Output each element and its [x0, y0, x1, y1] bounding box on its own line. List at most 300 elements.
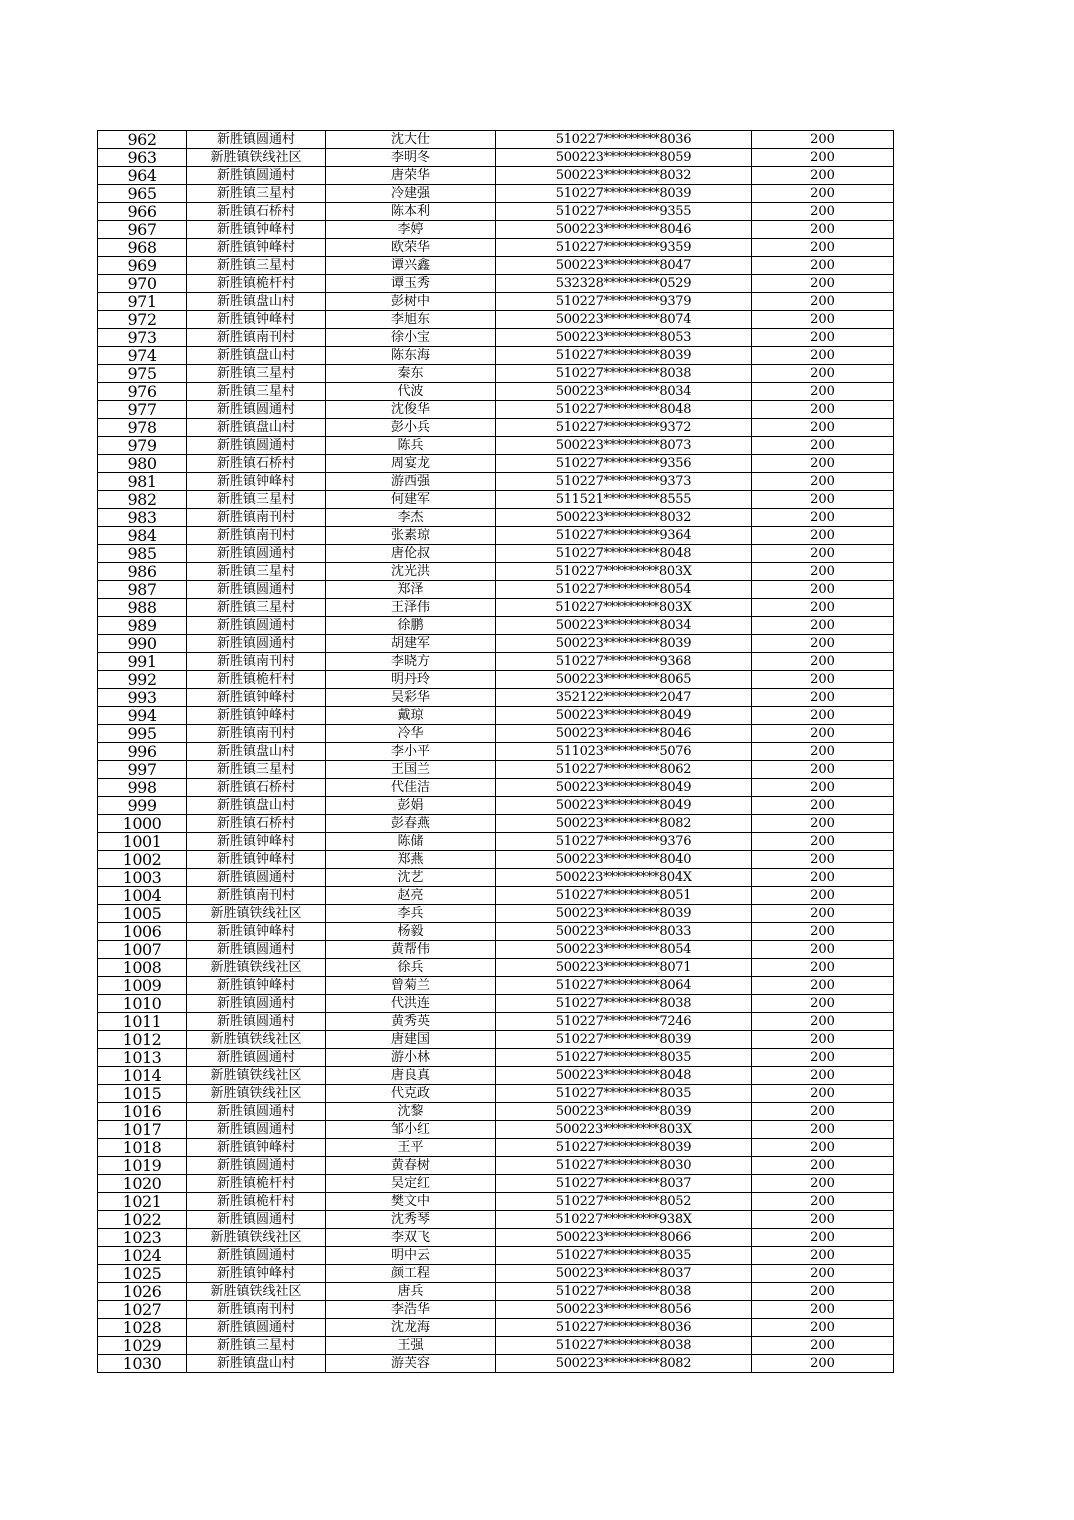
name-cell: 代佳洁 — [326, 779, 496, 797]
name-cell: 王平 — [326, 1139, 496, 1157]
table-row — [98, 599, 894, 617]
amount-cell: 200 — [752, 329, 894, 347]
row-number-cell: 1002 — [98, 851, 187, 869]
row-number-cell: 1018 — [98, 1139, 187, 1157]
name-cell: 李明冬 — [326, 149, 496, 167]
amount-cell: 200 — [752, 185, 894, 203]
id-number-cell: 500223*********8049 — [496, 707, 752, 725]
name-cell: 曾菊兰 — [326, 977, 496, 995]
amount-cell: 200 — [752, 545, 894, 563]
table-row — [98, 1157, 894, 1175]
id-number-cell: 510227*********9364 — [496, 527, 752, 545]
id-number-cell: 500223*********8053 — [496, 329, 752, 347]
village-cell: 新胜镇钟峰村 — [187, 689, 326, 707]
id-number-cell: 510227*********803X — [496, 599, 752, 617]
name-cell: 戴琼 — [326, 707, 496, 725]
table-row — [98, 1211, 894, 1229]
id-number-cell: 510227*********8035 — [496, 1247, 752, 1265]
row-number-cell: 969 — [98, 257, 187, 275]
amount-cell: 200 — [752, 311, 894, 329]
id-number-cell: 500223*********8033 — [496, 923, 752, 941]
amount-cell: 200 — [752, 581, 894, 599]
row-number-cell: 1030 — [98, 1355, 187, 1373]
row-number-cell: 980 — [98, 455, 187, 473]
name-cell: 沈黎 — [326, 1103, 496, 1121]
amount-cell: 200 — [752, 455, 894, 473]
row-number-cell: 963 — [98, 149, 187, 167]
name-cell: 王国兰 — [326, 761, 496, 779]
amount-cell: 200 — [752, 653, 894, 671]
table-row — [98, 203, 894, 221]
row-number-cell: 994 — [98, 707, 187, 725]
amount-cell: 200 — [752, 923, 894, 941]
name-cell: 黄秀英 — [326, 1013, 496, 1031]
village-cell: 新胜镇三星村 — [187, 365, 326, 383]
name-cell: 何建军 — [326, 491, 496, 509]
name-cell: 游小林 — [326, 1049, 496, 1067]
row-number-cell: 1010 — [98, 995, 187, 1013]
name-cell: 陈本利 — [326, 203, 496, 221]
table-row — [98, 1319, 894, 1337]
village-cell: 新胜镇铁线社区 — [187, 1283, 326, 1301]
village-cell: 新胜镇钟峰村 — [187, 473, 326, 491]
row-number-cell: 1016 — [98, 1103, 187, 1121]
id-number-cell: 510227*********8039 — [496, 1031, 752, 1049]
row-number-cell: 1029 — [98, 1337, 187, 1355]
table-row — [98, 671, 894, 689]
id-number-cell: 500223*********8071 — [496, 959, 752, 977]
name-cell: 代克政 — [326, 1085, 496, 1103]
amount-cell: 200 — [752, 347, 894, 365]
amount-cell: 200 — [752, 887, 894, 905]
id-number-cell: 500223*********8066 — [496, 1229, 752, 1247]
name-cell: 冷建强 — [326, 185, 496, 203]
village-cell: 新胜镇铁线社区 — [187, 149, 326, 167]
row-number-cell: 1008 — [98, 959, 187, 977]
id-number-cell: 500223*********8046 — [496, 221, 752, 239]
id-number-cell: 510227*********8036 — [496, 131, 752, 149]
village-cell: 新胜镇圆通村 — [187, 545, 326, 563]
name-cell: 郑燕 — [326, 851, 496, 869]
amount-cell: 200 — [752, 473, 894, 491]
row-number-cell: 972 — [98, 311, 187, 329]
table-row — [98, 869, 894, 887]
village-cell: 新胜镇南刊村 — [187, 527, 326, 545]
id-number-cell: 510227*********8037 — [496, 1175, 752, 1193]
table-row — [98, 185, 894, 203]
name-cell: 明丹玲 — [326, 671, 496, 689]
id-number-cell: 500223*********8049 — [496, 797, 752, 815]
id-number-cell: 500223*********8039 — [496, 905, 752, 923]
village-cell: 新胜镇圆通村 — [187, 941, 326, 959]
row-number-cell: 966 — [98, 203, 187, 221]
id-number-cell: 500223*********8034 — [496, 383, 752, 401]
table-row — [98, 941, 894, 959]
id-number-cell: 510227*********8051 — [496, 887, 752, 905]
row-number-cell: 974 — [98, 347, 187, 365]
village-cell: 新胜镇盘山村 — [187, 419, 326, 437]
village-cell: 新胜镇三星村 — [187, 599, 326, 617]
name-cell: 沈大仕 — [326, 131, 496, 149]
village-cell: 新胜镇盘山村 — [187, 293, 326, 311]
amount-cell: 200 — [752, 977, 894, 995]
amount-cell: 200 — [752, 365, 894, 383]
village-cell: 新胜镇圆通村 — [187, 635, 326, 653]
name-cell: 李婷 — [326, 221, 496, 239]
amount-cell: 200 — [752, 149, 894, 167]
village-cell: 新胜镇三星村 — [187, 491, 326, 509]
name-cell: 谭玉秀 — [326, 275, 496, 293]
amount-cell: 200 — [752, 689, 894, 707]
row-number-cell: 1012 — [98, 1031, 187, 1049]
row-number-cell: 965 — [98, 185, 187, 203]
village-cell: 新胜镇圆通村 — [187, 1247, 326, 1265]
table-row — [98, 1085, 894, 1103]
row-number-cell: 1024 — [98, 1247, 187, 1265]
table-row — [98, 851, 894, 869]
table-row — [98, 365, 894, 383]
name-cell: 李杰 — [326, 509, 496, 527]
amount-cell: 200 — [752, 761, 894, 779]
id-number-cell: 510227*********8039 — [496, 347, 752, 365]
table-row — [98, 1283, 894, 1301]
id-number-cell: 510227*********8039 — [496, 1139, 752, 1157]
amount-cell: 200 — [752, 1175, 894, 1193]
village-cell: 新胜镇圆通村 — [187, 581, 326, 599]
id-number-cell: 500223*********8059 — [496, 149, 752, 167]
table-row — [98, 491, 894, 509]
row-number-cell: 1011 — [98, 1013, 187, 1031]
name-cell: 沈龙海 — [326, 1319, 496, 1337]
row-number-cell: 985 — [98, 545, 187, 563]
name-cell: 李双飞 — [326, 1229, 496, 1247]
amount-cell: 200 — [752, 1193, 894, 1211]
village-cell: 新胜镇圆通村 — [187, 1157, 326, 1175]
row-number-cell: 993 — [98, 689, 187, 707]
amount-cell: 200 — [752, 1067, 894, 1085]
id-number-cell: 500223*********8056 — [496, 1301, 752, 1319]
name-cell: 代波 — [326, 383, 496, 401]
id-number-cell: 500223*********8048 — [496, 1067, 752, 1085]
village-cell: 新胜镇南刊村 — [187, 653, 326, 671]
name-cell: 唐建国 — [326, 1031, 496, 1049]
name-cell: 李兵 — [326, 905, 496, 923]
id-number-cell: 510227*********8036 — [496, 1319, 752, 1337]
amount-cell: 200 — [752, 419, 894, 437]
name-cell: 王泽伟 — [326, 599, 496, 617]
id-number-cell: 510227*********9376 — [496, 833, 752, 851]
row-number-cell: 967 — [98, 221, 187, 239]
row-number-cell: 1017 — [98, 1121, 187, 1139]
table-row — [98, 293, 894, 311]
table-row — [98, 995, 894, 1013]
amount-cell: 200 — [752, 437, 894, 455]
table-row — [98, 1121, 894, 1139]
name-cell: 彭春燕 — [326, 815, 496, 833]
table-row — [98, 257, 894, 275]
row-number-cell: 984 — [98, 527, 187, 545]
table-row — [98, 635, 894, 653]
row-number-cell: 1015 — [98, 1085, 187, 1103]
table-row — [98, 689, 894, 707]
table-row — [98, 1355, 894, 1373]
table-body — [98, 131, 894, 1373]
table-row — [98, 833, 894, 851]
village-cell: 新胜镇钟峰村 — [187, 977, 326, 995]
table-row — [98, 617, 894, 635]
row-number-cell: 983 — [98, 509, 187, 527]
name-cell: 彭娟 — [326, 797, 496, 815]
table-row — [98, 1247, 894, 1265]
village-cell: 新胜镇三星村 — [187, 761, 326, 779]
table-row — [98, 1067, 894, 1085]
table-row — [98, 1229, 894, 1247]
table-row — [98, 1049, 894, 1067]
amount-cell: 200 — [752, 1157, 894, 1175]
amount-cell: 200 — [752, 1103, 894, 1121]
name-cell: 杨毅 — [326, 923, 496, 941]
id-number-cell: 510227*********8048 — [496, 545, 752, 563]
amount-cell: 200 — [752, 1283, 894, 1301]
id-number-cell: 500223*********803X — [496, 1121, 752, 1139]
id-number-cell: 510227*********9356 — [496, 455, 752, 473]
village-cell: 新胜镇石桥村 — [187, 203, 326, 221]
amount-cell: 200 — [752, 293, 894, 311]
table-row — [98, 545, 894, 563]
id-number-cell: 500223*********8047 — [496, 257, 752, 275]
village-cell: 新胜镇圆通村 — [187, 1211, 326, 1229]
id-number-cell: 500223*********8037 — [496, 1265, 752, 1283]
table-row — [98, 923, 894, 941]
amount-cell: 200 — [752, 635, 894, 653]
name-cell: 李晓方 — [326, 653, 496, 671]
name-cell: 游芙容 — [326, 1355, 496, 1373]
id-number-cell: 510227*********8052 — [496, 1193, 752, 1211]
row-number-cell: 991 — [98, 653, 187, 671]
village-cell: 新胜镇南刊村 — [187, 725, 326, 743]
village-cell: 新胜镇三星村 — [187, 257, 326, 275]
id-number-cell: 500223*********8032 — [496, 167, 752, 185]
amount-cell: 200 — [752, 221, 894, 239]
village-cell: 新胜镇铁线社区 — [187, 1085, 326, 1103]
amount-cell: 200 — [752, 833, 894, 851]
table-row — [98, 1193, 894, 1211]
row-number-cell: 1000 — [98, 815, 187, 833]
village-cell: 新胜镇盘山村 — [187, 1355, 326, 1373]
row-number-cell: 975 — [98, 365, 187, 383]
name-cell: 唐兵 — [326, 1283, 496, 1301]
name-cell: 李旭东 — [326, 311, 496, 329]
table-row — [98, 131, 894, 149]
id-number-cell: 510227*********7246 — [496, 1013, 752, 1031]
village-cell: 新胜镇钟峰村 — [187, 1139, 326, 1157]
row-number-cell: 978 — [98, 419, 187, 437]
row-number-cell: 1026 — [98, 1283, 187, 1301]
table-row — [98, 1031, 894, 1049]
village-cell: 新胜镇铁线社区 — [187, 905, 326, 923]
row-number-cell: 1004 — [98, 887, 187, 905]
row-number-cell: 986 — [98, 563, 187, 581]
village-cell: 新胜镇圆通村 — [187, 1049, 326, 1067]
table-row — [98, 311, 894, 329]
name-cell: 明中云 — [326, 1247, 496, 1265]
table-row — [98, 797, 894, 815]
table-row — [98, 473, 894, 491]
village-cell: 新胜镇圆通村 — [187, 131, 326, 149]
id-number-cell: 510227*********8064 — [496, 977, 752, 995]
table-row — [98, 401, 894, 419]
row-number-cell: 971 — [98, 293, 187, 311]
name-cell: 彭树中 — [326, 293, 496, 311]
table-row — [98, 743, 894, 761]
id-number-cell: 510227*********8048 — [496, 401, 752, 419]
row-number-cell: 1001 — [98, 833, 187, 851]
amount-cell: 200 — [752, 941, 894, 959]
row-number-cell: 976 — [98, 383, 187, 401]
table-row — [98, 419, 894, 437]
village-cell: 新胜镇钟峰村 — [187, 311, 326, 329]
name-cell: 黄帮伟 — [326, 941, 496, 959]
table-row — [98, 1013, 894, 1031]
row-number-cell: 982 — [98, 491, 187, 509]
row-number-cell: 979 — [98, 437, 187, 455]
name-cell: 陈储 — [326, 833, 496, 851]
name-cell: 李浩华 — [326, 1301, 496, 1319]
id-number-cell: 352122*********2047 — [496, 689, 752, 707]
row-number-cell: 1014 — [98, 1067, 187, 1085]
id-number-cell: 510227*********8038 — [496, 365, 752, 383]
table-row — [98, 239, 894, 257]
row-number-cell: 1027 — [98, 1301, 187, 1319]
amount-cell: 200 — [752, 743, 894, 761]
table-row — [98, 329, 894, 347]
name-cell: 代洪连 — [326, 995, 496, 1013]
village-cell: 新胜镇南刊村 — [187, 329, 326, 347]
amount-cell: 200 — [752, 1319, 894, 1337]
amount-cell: 200 — [752, 1049, 894, 1067]
name-cell: 游西强 — [326, 473, 496, 491]
amount-cell: 200 — [752, 959, 894, 977]
table-row — [98, 887, 894, 905]
amount-cell: 200 — [752, 527, 894, 545]
table-row — [98, 1175, 894, 1193]
amount-cell: 200 — [752, 725, 894, 743]
name-cell: 徐兵 — [326, 959, 496, 977]
id-number-cell: 500223*********8039 — [496, 635, 752, 653]
amount-cell: 200 — [752, 239, 894, 257]
amount-cell: 200 — [752, 905, 894, 923]
id-number-cell: 510227*********8035 — [496, 1085, 752, 1103]
amount-cell: 200 — [752, 203, 894, 221]
amount-cell: 200 — [752, 275, 894, 293]
village-cell: 新胜镇盘山村 — [187, 743, 326, 761]
village-cell: 新胜镇石桥村 — [187, 779, 326, 797]
village-cell: 新胜镇桅杆村 — [187, 275, 326, 293]
name-cell: 邹小红 — [326, 1121, 496, 1139]
table-row — [98, 527, 894, 545]
amount-cell: 200 — [752, 671, 894, 689]
table-row — [98, 563, 894, 581]
village-cell: 新胜镇圆通村 — [187, 1103, 326, 1121]
table-row — [98, 779, 894, 797]
amount-cell: 200 — [752, 509, 894, 527]
id-number-cell: 510227*********8039 — [496, 185, 752, 203]
village-cell: 新胜镇铁线社区 — [187, 959, 326, 977]
village-cell: 新胜镇铁线社区 — [187, 1229, 326, 1247]
amount-cell: 200 — [752, 491, 894, 509]
row-number-cell: 1005 — [98, 905, 187, 923]
table-row — [98, 1337, 894, 1355]
amount-cell: 200 — [752, 797, 894, 815]
name-cell: 欧荣华 — [326, 239, 496, 257]
village-cell: 新胜镇南刊村 — [187, 509, 326, 527]
amount-cell: 200 — [752, 1247, 894, 1265]
id-number-cell: 500223*********8034 — [496, 617, 752, 635]
amount-cell: 200 — [752, 563, 894, 581]
row-number-cell: 1006 — [98, 923, 187, 941]
name-cell: 彭小兵 — [326, 419, 496, 437]
name-cell: 周宴龙 — [326, 455, 496, 473]
village-cell: 新胜镇钟峰村 — [187, 707, 326, 725]
row-number-cell: 1007 — [98, 941, 187, 959]
village-cell: 新胜镇圆通村 — [187, 1319, 326, 1337]
row-number-cell: 970 — [98, 275, 187, 293]
amount-cell: 200 — [752, 1139, 894, 1157]
id-number-cell: 510227*********938X — [496, 1211, 752, 1229]
village-cell: 新胜镇圆通村 — [187, 995, 326, 1013]
row-number-cell: 995 — [98, 725, 187, 743]
village-cell: 新胜镇三星村 — [187, 185, 326, 203]
amount-cell: 200 — [752, 1265, 894, 1283]
id-number-cell: 510227*********9379 — [496, 293, 752, 311]
table-row — [98, 1265, 894, 1283]
row-number-cell: 1009 — [98, 977, 187, 995]
row-number-cell: 1019 — [98, 1157, 187, 1175]
name-cell: 沈秀琴 — [326, 1211, 496, 1229]
amount-cell: 200 — [752, 1085, 894, 1103]
row-number-cell: 999 — [98, 797, 187, 815]
name-cell: 唐良真 — [326, 1067, 496, 1085]
row-number-cell: 1021 — [98, 1193, 187, 1211]
amount-cell: 200 — [752, 1121, 894, 1139]
village-cell: 新胜镇钟峰村 — [187, 1265, 326, 1283]
village-cell: 新胜镇圆通村 — [187, 1013, 326, 1031]
amount-cell: 200 — [752, 869, 894, 887]
id-number-cell: 510227*********8038 — [496, 995, 752, 1013]
id-number-cell: 510227*********8054 — [496, 581, 752, 599]
table-row — [98, 149, 894, 167]
name-cell: 胡建军 — [326, 635, 496, 653]
village-cell: 新胜镇南刊村 — [187, 1301, 326, 1319]
village-cell: 新胜镇三星村 — [187, 563, 326, 581]
id-number-cell: 500223*********8046 — [496, 725, 752, 743]
row-number-cell: 973 — [98, 329, 187, 347]
village-cell: 新胜镇圆通村 — [187, 437, 326, 455]
id-number-cell: 510227*********9372 — [496, 419, 752, 437]
row-number-cell: 1025 — [98, 1265, 187, 1283]
row-number-cell: 977 — [98, 401, 187, 419]
table-row — [98, 275, 894, 293]
table-row — [98, 581, 894, 599]
row-number-cell: 997 — [98, 761, 187, 779]
name-cell: 沈俊华 — [326, 401, 496, 419]
table-row — [98, 761, 894, 779]
row-number-cell: 992 — [98, 671, 187, 689]
amount-cell: 200 — [752, 1211, 894, 1229]
name-cell: 陈兵 — [326, 437, 496, 455]
village-cell: 新胜镇钟峰村 — [187, 851, 326, 869]
table-row — [98, 509, 894, 527]
